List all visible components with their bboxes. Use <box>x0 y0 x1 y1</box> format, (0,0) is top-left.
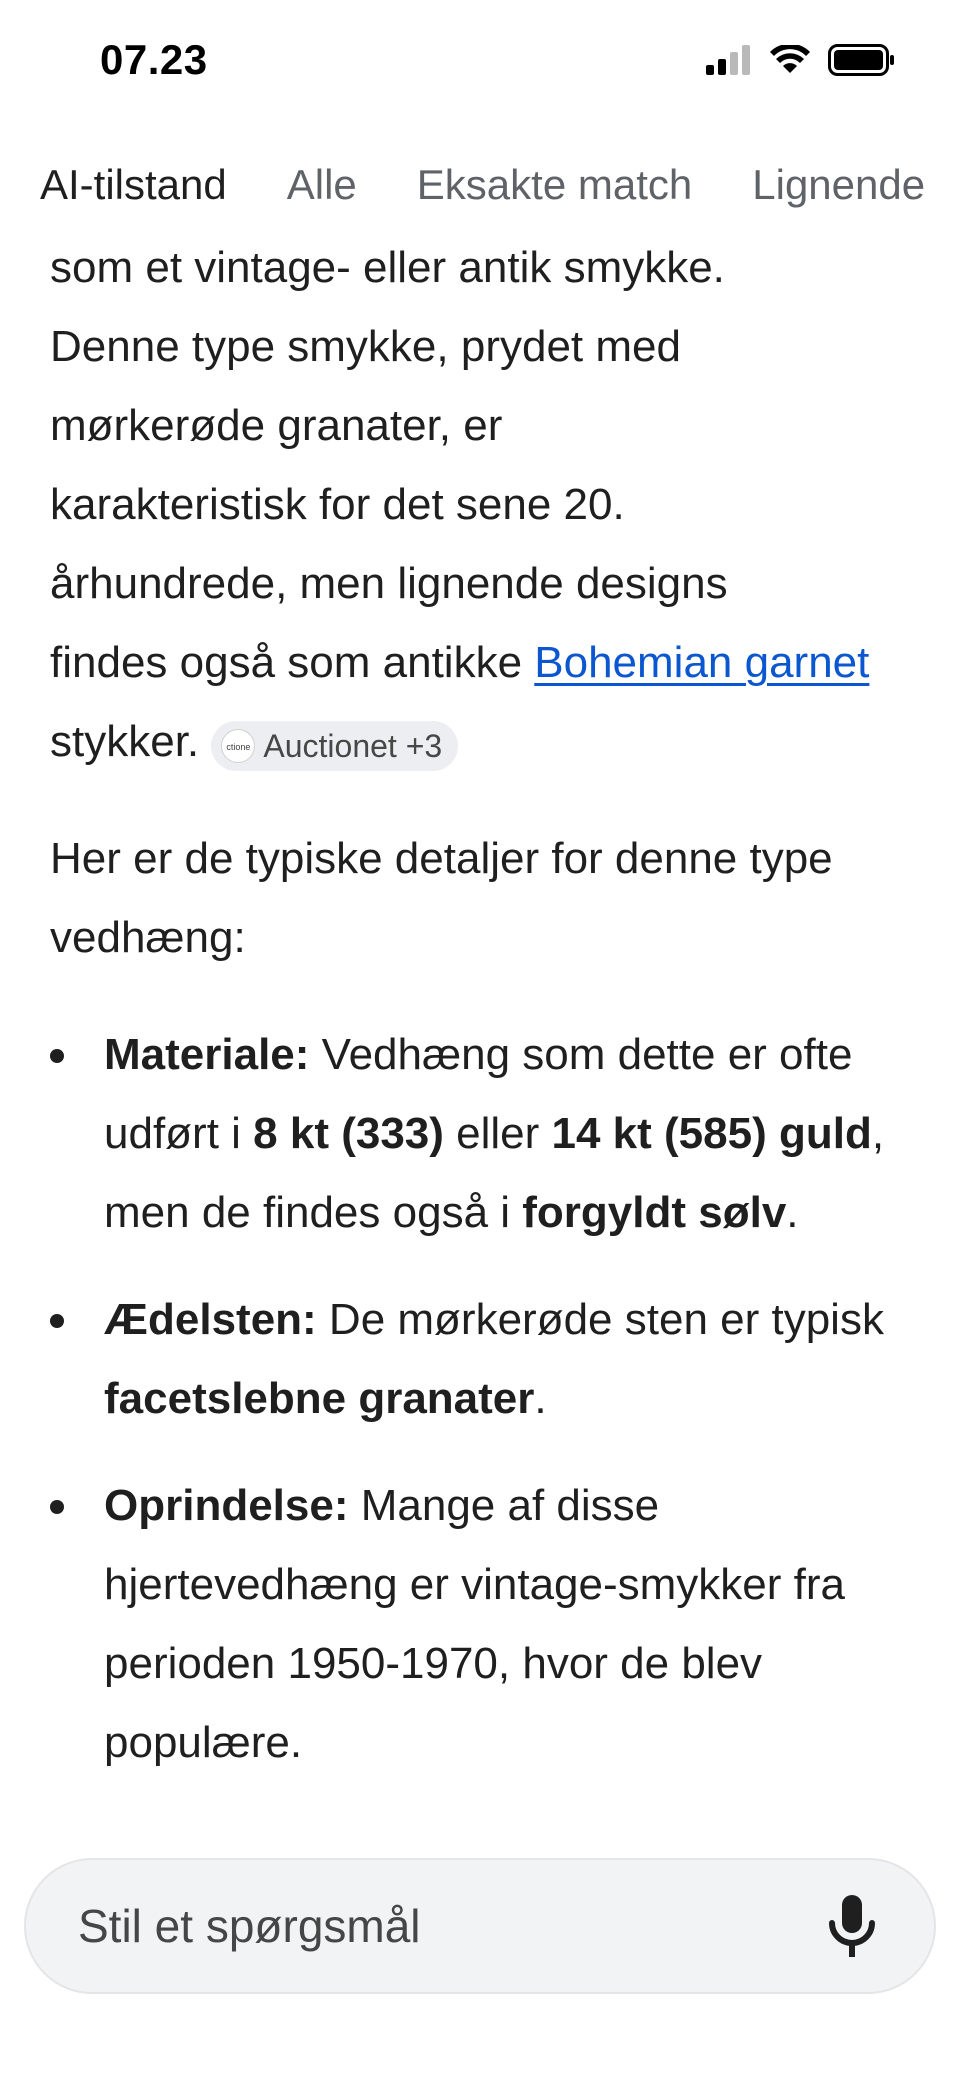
source-chip-label: Auctionet +3 <box>263 728 443 764</box>
ask-bar[interactable] <box>24 1858 936 1994</box>
bullet-title: Materiale: <box>104 1030 310 1079</box>
bullet-text: . <box>534 1374 547 1423</box>
bullet-text: eller <box>443 1109 552 1158</box>
bohemian-garnet-link[interactable]: Bohemian garnet <box>534 638 870 687</box>
bullet-bold: forgyldt sølv <box>522 1188 787 1237</box>
intro-tail-pre: findes også som antikke <box>50 638 535 687</box>
intro-line: mørkerøde granater, er <box>50 401 503 450</box>
auctionet-favicon-icon: ctione <box>221 729 255 763</box>
wifi-icon <box>770 45 810 75</box>
intro-line: Denne type smykke, prydet med <box>50 322 681 371</box>
bullet-title: Oprindelse: <box>104 1481 349 1530</box>
details-list <box>50 1015 910 1782</box>
list-item <box>50 1466 910 1782</box>
bullet-text: De mørkerøde sten er typisk <box>316 1295 884 1344</box>
bullet-title: Ædelsten: <box>104 1295 317 1344</box>
ask-input[interactable]: Stil et spørgsmål <box>78 1900 421 1952</box>
tab-similar[interactable]: Lignende <box>752 161 926 208</box>
battery-icon <box>828 44 896 76</box>
search-tabs <box>0 140 960 230</box>
list-item <box>50 1280 910 1438</box>
cellular-signal-icon <box>706 45 752 75</box>
bullet-bold: 14 kt (585) guld <box>551 1109 872 1158</box>
tab-all[interactable]: Alle <box>286 161 357 208</box>
tab-ai-mode[interactable]: AI-tilstand <box>40 161 227 208</box>
status-time: 07.23 <box>100 36 208 83</box>
details-heading: Her er de typiske detaljer for denne type vedhæng: <box>50 834 833 962</box>
ai-answer <box>50 228 910 1828</box>
bullet-text: . <box>786 1188 799 1237</box>
list-item <box>50 1015 910 1252</box>
intro-paragraph <box>50 228 910 781</box>
intro-line: karakteristisk for det sene 20. <box>50 480 625 529</box>
bullet-bold: 8 kt (333) <box>253 1109 444 1158</box>
bullet-bold: facetslebne granater <box>104 1374 535 1423</box>
status-icons <box>706 44 896 76</box>
tab-exact-match[interactable]: Eksakte match <box>416 161 693 208</box>
intro-line: som et vintage- eller antik smykke. <box>50 243 725 292</box>
status-bar <box>0 0 960 120</box>
bullet-text: Vedhæng som dette er ofte udført i <box>104 1030 853 1158</box>
microphone-icon[interactable] <box>822 1891 882 1961</box>
source-chip[interactable] <box>211 721 458 771</box>
intro-line: århundrede, men lignende designs <box>50 559 728 608</box>
intro-line-last <box>50 623 910 781</box>
intro-tail-post: stykker. <box>50 717 200 766</box>
bullet-text: , men de findes også i <box>104 1109 885 1237</box>
bullet-text: Mange af disse hjertevedhæng er vintage-smykker fra perioden 1950-1970, hvor de blev populære. <box>104 1481 845 1767</box>
